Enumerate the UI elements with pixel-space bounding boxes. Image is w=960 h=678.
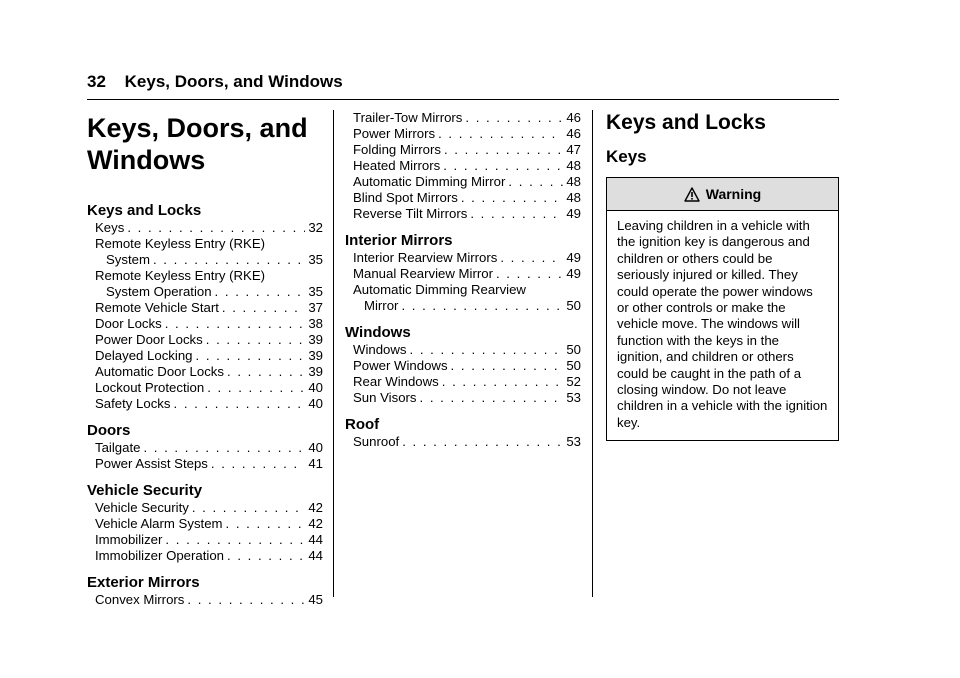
dot-leader [206,332,306,348]
toc-page-number: 49 [566,206,581,221]
warning-triangle-icon [684,187,700,202]
toc-entry-door-locks[interactable] [95,316,323,332]
dot-leader [451,358,564,374]
dot-leader [410,342,564,358]
dot-leader [207,380,305,396]
toc-page-number: 39 [308,364,323,379]
toc-entry-text: System Operation [106,284,212,299]
toc-page-number: 49 [566,266,581,281]
toc-heading-roof: Roof [345,416,380,433]
dot-leader [127,220,305,236]
toc-entry-immobilizer[interactable] [95,532,323,548]
toc-entry-text: Delayed Locking [95,348,193,363]
toc-page-number: 50 [566,358,581,373]
toc-entry-safety-locks[interactable] [95,396,323,412]
dot-leader [420,390,564,406]
toc-entry-rke-system[interactable] [106,252,323,268]
warning-header [607,178,838,211]
dot-leader [461,190,564,206]
toc-entry-lockout-protection[interactable] [95,380,323,396]
dot-leader [444,142,563,158]
dot-leader [470,206,563,222]
toc-entry-text: Sun Visors [353,390,417,405]
toc-entry-text: Interior Rearview Mirrors [353,250,498,265]
toc-entry-text: Mirror [364,298,399,313]
dot-leader [508,174,563,190]
dot-leader [227,548,305,564]
toc-heading-vehicle-security: Vehicle Security [87,482,203,499]
subsection-title: Keys [606,147,647,166]
chapter-title-line-2: Windows [87,145,206,175]
toc-heading-windows: Windows [345,324,411,341]
toc-entry-power-door-locks[interactable] [95,332,323,348]
toc-entry-text: Power Windows [353,358,448,373]
dot-leader [215,284,306,300]
toc-entry-reverse-tilt-mirrors[interactable] [353,206,581,222]
running-title: Keys, Doors, and Windows [124,72,343,91]
toc-page-number: 44 [308,548,323,563]
toc-page-number: 40 [308,440,323,455]
toc-entry-delayed-locking[interactable] [95,348,323,364]
toc-entry-text: Rear Windows [353,374,439,389]
toc-page-number: 42 [308,516,323,531]
dot-leader [165,316,306,332]
toc-entry-automatic-door-locks[interactable] [95,364,323,380]
dot-leader [442,374,564,390]
dot-leader [143,440,305,456]
toc-entry-remote-vehicle-start[interactable] [95,300,323,316]
toc-page-number: 42 [308,500,323,515]
toc-entry-keys[interactable] [95,220,323,236]
toc-page-number: 35 [308,284,323,299]
toc-heading-doors: Doors [87,422,131,439]
toc-entry-trailer-tow-mirrors[interactable] [353,110,581,126]
toc-column-1 [87,110,323,608]
dot-leader [174,396,306,412]
toc-column-2 [345,110,581,450]
toc-page-number: 46 [566,110,581,125]
toc-entry-text: Immobilizer Operation [95,548,224,563]
chapter-title [87,112,323,176]
dot-leader [443,158,563,174]
toc-entry-text: System [106,252,150,267]
toc-entry-text: Trailer-Tow Mirrors [353,110,463,125]
toc-entry-text: Reverse Tilt Mirrors [353,206,468,221]
toc-entry-vehicle-alarm-system[interactable] [95,516,323,532]
toc-entry-rke-line1[interactable]: Remote Keyless Entry (RKE) [95,236,266,251]
toc-entry-text: Power Door Locks [95,332,203,347]
toc-page-number: 53 [566,434,581,449]
dot-leader [211,456,305,472]
content-column [606,110,839,441]
dot-leader [465,110,563,126]
toc-entry-text: Automatic Dimming Mirror [353,174,506,189]
toc-entry-power-mirrors[interactable] [353,126,581,142]
toc-page-number: 40 [308,396,323,411]
toc-entry-text: Power Mirrors [353,126,436,141]
toc-entry-auto-dimming-rearview-line1[interactable]: Automatic Dimming Rearview [353,282,526,297]
toc-entry-text: Power Assist Steps [95,456,208,471]
toc-entry-text: Door Locks [95,316,162,331]
toc-entry-text: Sunroof [353,434,400,449]
toc-entry-text: Blind Spot Mirrors [353,190,458,205]
toc-heading-interior-mirrors: Interior Mirrors [345,232,453,249]
dot-leader [226,516,306,532]
toc-page-number: 47 [566,142,581,157]
toc-entry-sunroof[interactable] [353,434,581,450]
dot-leader [401,298,563,314]
toc-entry-text: Manual Rearview Mirror [353,266,493,281]
toc-entry-text: Keys [95,220,125,235]
toc-page-number: 35 [308,252,323,267]
toc-page-number: 50 [566,298,581,313]
toc-entry-power-windows[interactable] [353,358,581,374]
toc-entry-tailgate[interactable] [95,440,323,456]
dot-leader [496,266,563,282]
toc-entry-rke-op-line1[interactable]: Remote Keyless Entry (RKE) [95,268,266,283]
toc-page-number: 52 [566,374,581,389]
toc-page-number: 44 [308,532,323,547]
dot-leader [500,250,563,266]
toc-entry-text: Automatic Door Locks [95,364,224,379]
page-number: 32 [87,72,106,91]
warning-text: Leaving children in a vehicle with the ignition key is dangerous and children or others could be seriously injured or killed. They could operate the power windows or other controls or make the vehicle move. The windows will function with the keys in the ignition, and children or others could be caught in the path of a closing window. Do not leave children in a vehicle with the ignition key. [617,218,828,430]
toc-entry-auto-dimming-rearview-mirror[interactable] [364,298,581,314]
toc-entry-manual-rearview-mirror[interactable] [353,266,581,282]
toc-entry-text: Folding Mirrors [353,142,441,157]
toc-heading-keys-and-locks: Keys and Locks [87,202,202,219]
toc-page-number: 46 [566,126,581,141]
dot-leader [153,252,305,268]
toc-page-number: 37 [308,300,323,315]
dot-leader [402,434,563,450]
warning-label: Warning [705,186,762,202]
toc-page-number: 39 [308,332,323,347]
toc-entry-text: Remote Vehicle Start [95,300,219,315]
chapter-title-line-1: Keys, Doors, and [87,113,308,143]
toc-entry-interior-rearview-mirrors[interactable] [353,250,581,266]
page-header [87,70,839,100]
toc-page-number: 38 [308,316,323,331]
toc-page-number: 45 [308,592,323,607]
toc-page-number: 39 [308,348,323,363]
toc-entry-rear-windows[interactable] [353,374,581,390]
toc-page-number: 48 [566,190,581,205]
toc-page-number: 40 [308,380,323,395]
toc-entry-rke-system-operation[interactable] [106,284,323,300]
toc-entry-text: Convex Mirrors [95,592,185,607]
toc-entry-convex-mirrors[interactable] [95,592,323,608]
toc-entry-vehicle-security[interactable] [95,500,323,516]
toc-entry-power-assist-steps[interactable] [95,456,323,472]
toc-page-number: 48 [566,174,581,189]
toc-entry-text: Vehicle Security [95,500,189,515]
column-divider-2 [592,110,593,597]
toc-page-number: 48 [566,158,581,173]
toc-entry-sun-visors[interactable] [353,390,581,406]
toc-entry-text: Windows [353,342,407,357]
toc-page-number: 49 [566,250,581,265]
toc-entry-text: Tailgate [95,440,141,455]
toc-entry-text: Safety Locks [95,396,171,411]
toc-heading-exterior-mirrors: Exterior Mirrors [87,574,200,591]
toc-entry-automatic-dimming-mirror[interactable] [353,174,581,190]
toc-page-number: 50 [566,342,581,357]
toc-page-number: 53 [566,390,581,405]
toc-entry-text: Immobilizer [95,532,163,547]
section-title: Keys and Locks [606,111,766,134]
warning-box [606,177,839,441]
dot-leader [192,500,306,516]
dot-leader [187,592,305,608]
dot-leader [196,348,306,364]
toc-entry-text: Lockout Protection [95,380,205,395]
toc-page-number: 32 [308,220,323,235]
dot-leader [438,126,563,142]
toc-page-number: 41 [308,456,323,471]
toc-entry-folding-mirrors[interactable] [353,142,581,158]
toc-entry-windows[interactable] [353,342,581,358]
toc-entry-text: Vehicle Alarm System [95,516,223,531]
toc-entry-text: Heated Mirrors [353,158,441,173]
dot-leader [227,364,305,380]
toc-entry-immobilizer-operation[interactable] [95,548,323,564]
toc-entry-heated-mirrors[interactable] [353,158,581,174]
dot-leader [165,532,305,548]
toc-entry-blind-spot-mirrors[interactable] [353,190,581,206]
dot-leader [222,300,305,316]
column-divider-1 [333,110,334,597]
